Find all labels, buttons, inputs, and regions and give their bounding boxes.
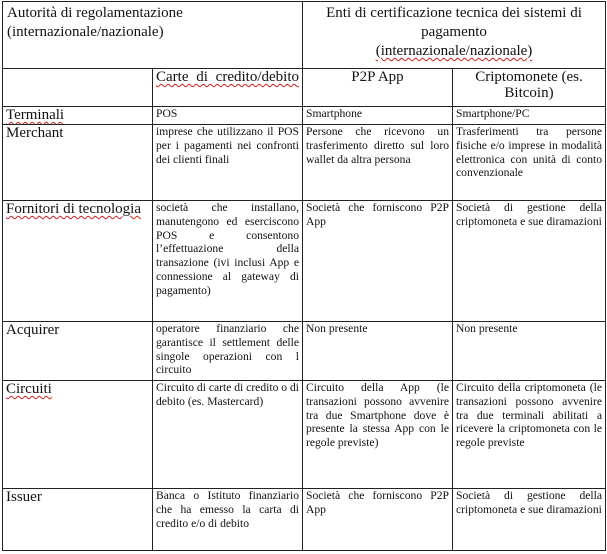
header-right-line3: (internazionale/nazionale) [375,43,533,59]
row-label-issuer: Issuer [3,489,153,551]
header-right-line1: Enti di certificazione tecnica dei sistemi di [326,5,582,21]
row-label-circuits: Circuiti [3,381,153,489]
table-column-header-row [3,69,606,107]
row-label-technology-providers: Fornitori di tecnologia [3,201,153,322]
cell-circuits-cards: Circuito di carte di credito o di debito (es. Mastercard) [153,381,303,489]
cell-terminals-cards: POS [153,107,303,125]
cell-issuer-crypto: Società di gestione della criptomoneta e sue diramazioni [453,489,606,551]
cell-issuer-p2p: Società che forniscono P2P App [303,489,453,551]
cell-acquirer-cards: operatore finanziario che garantisce il settlement delle singole operazioni con l circuito [153,322,303,381]
cell-terminals-p2p: Smartphone [303,107,453,125]
corner-cell [3,69,153,107]
column-header-cryptocurrency: Criptomonete (es. Bitcoin) [453,69,606,107]
column-header-cards: Carte di credito/debito [153,69,303,107]
cell-technology-cards: società che installano, manutengono ed eserciscono POS e consentono l’effettuazione della transazione (ivi inclusi App e connessione al gateway di pagamento) [153,201,303,322]
payment-systems-table [2,1,606,551]
table-row [3,322,606,381]
column-header-p2p-app: P2P App [303,69,453,107]
table-row [3,201,606,322]
table-header-row [3,2,606,69]
row-label-acquirer: Acquirer [3,322,153,381]
table-row [3,125,606,201]
cell-merchant-p2p: Persone che ricevono un trasferimento diretto sul loro wallet da altra persona [303,125,453,201]
cell-circuits-p2p: Circuito della App (le transazioni possono avvenire tra due Smartphone dove è presente la stessa App con le regole previste) [303,381,453,489]
header-certification-bodies [303,2,606,69]
cell-circuits-crypto: Circuito della criptomoneta (le transazioni possono avvenire tra due terminali abilitati a ricevere la criptomoneta con le regole previste [453,381,606,489]
table-row [3,107,606,125]
cell-issuer-cards: Banca o Istituto finanziario che ha emesso la carta di credito e/o di debito [153,489,303,551]
cell-technology-p2p: Società che forniscono P2P App [303,201,453,322]
cell-technology-crypto: Società di gestione della criptomoneta e sue diramazioni [453,201,606,322]
row-label-merchant: Merchant [3,125,153,201]
cell-acquirer-crypto: Non presente [453,322,606,381]
row-label-terminals: Terminali [3,107,153,125]
table-row [3,489,606,551]
cell-acquirer-p2p: Non presente [303,322,453,381]
header-left-line1: Autorità di regolamentazione [7,5,183,21]
cell-merchant-cards: imprese che utilizzano il POS per i pagamenti nei confronti dei clienti finali [153,125,303,201]
cell-merchant-crypto: Trasferimenti tra persone fisiche e/o imprese in modalità elettronica con unità di conto convenzionale [453,125,606,201]
header-right-line2: pagamento [421,24,487,40]
header-regulatory-authority [3,2,303,69]
cell-terminals-crypto: Smartphone/PC [453,107,606,125]
table-row [3,381,606,489]
header-left-line2: (internazionale/nazionale) [7,24,164,40]
